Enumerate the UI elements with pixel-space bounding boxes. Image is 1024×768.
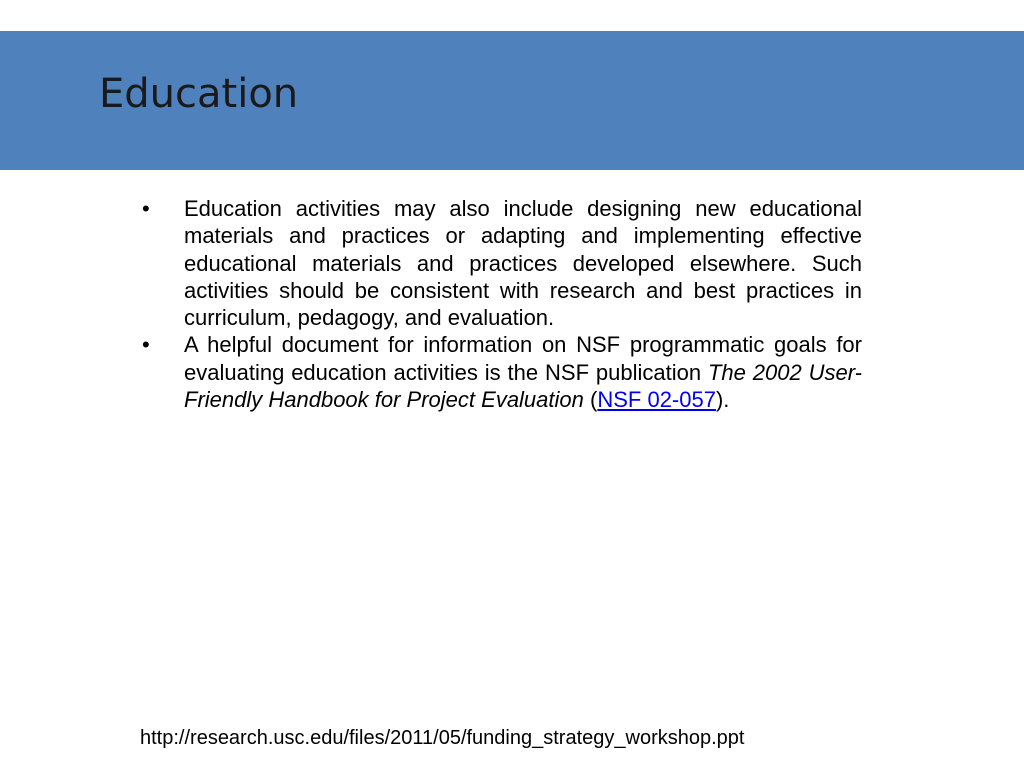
bullet-text-lead: A helpful document for information on NSF programmatic goals for evaluating education activities is the NSF publication: [184, 332, 862, 385]
paren-close: ).: [715, 387, 730, 413]
source-url: http://research.usc.edu/files/2011/05/funding_strategy_workshop.ppt: [140, 727, 745, 749]
bullet-marker: •: [142, 196, 150, 221]
bullet-marker: •: [142, 332, 150, 358]
slide-title: Education: [99, 71, 299, 117]
paren-open: (: [583, 387, 598, 413]
bullet-text: [184, 332, 862, 412]
handbook-title: The 2002 User-Friendly Handbook for Project Evaluation: [184, 359, 862, 413]
nsf-02-057-link[interactable]: NSF 02-057: [597, 387, 716, 413]
bullet-item-education-activities: [140, 195, 862, 331]
bullet-list: [140, 195, 862, 413]
bullet-item-nsf-publication: [140, 331, 862, 413]
bullet-text: Education activities may also include designing new educational materials and practices or adapting and implementing effective educational materials and practices developed elsewhere. Such activities should be consistent with research and best practices in curriculum, pedagogy, and evaluation.: [184, 196, 862, 331]
